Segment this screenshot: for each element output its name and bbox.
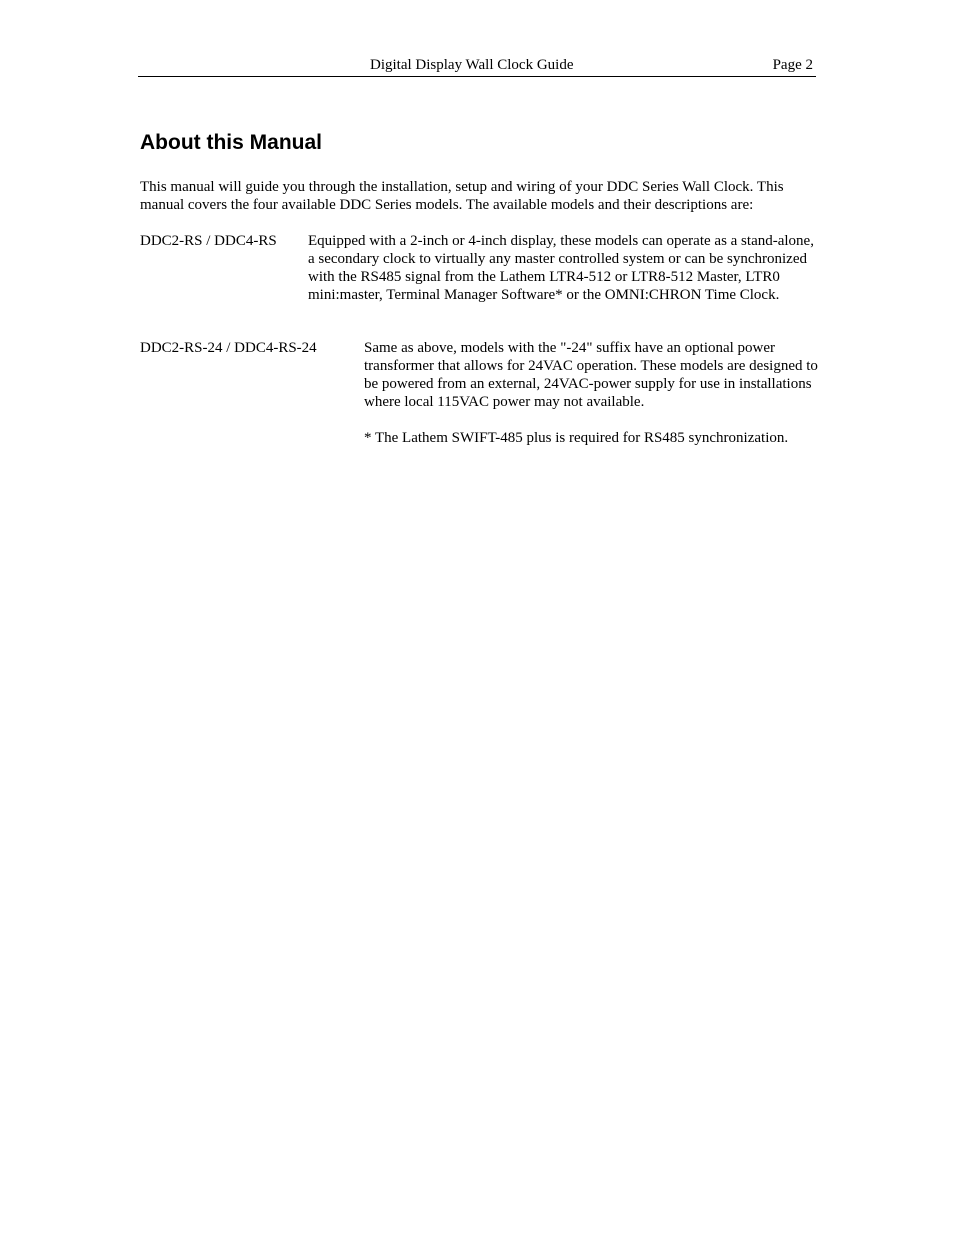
model-label-ddc-rs-24: DDC2-RS-24 / DDC4-RS-24 — [140, 340, 317, 356]
page-header — [138, 56, 816, 77]
footnote: * The Lathem SWIFT-485 plus is required for RS485 synchronization. — [364, 430, 789, 446]
intro-paragraph: This manual will guide you through the installation, setup and wiring of your DDC Series Wall Clock. This manual covers the four available DDC Series models. The available models and their descriptions are: — [140, 179, 784, 213]
model-description-ddc-rs-24: Same as above, models with the "-24" suffix have an optional power transformer that allows for 24VAC operation. These models are designed to be powered from an external, 24VAC-power supply for use in installations where local 115VAC power may not available. — [364, 340, 818, 410]
model-label-ddc-rs: DDC2-RS / DDC4-RS — [140, 233, 277, 249]
page-number: Page 2 — [772, 57, 813, 73]
header-title: Digital Display Wall Clock Guide — [370, 57, 574, 73]
model-description-ddc-rs: Equipped with a 2-inch or 4-inch display, these models can operate as a stand-alone, a secondary clock to virtually any master controlled system or can be synchronized with the RS485 signal from the Lathem LTR4-512 or LTR8-512 Master, LTR0 mini:master, Terminal Manager Software* or the OMNI:CHRON Time Clock. — [308, 233, 814, 303]
section-heading: About this Manual — [140, 131, 322, 154]
